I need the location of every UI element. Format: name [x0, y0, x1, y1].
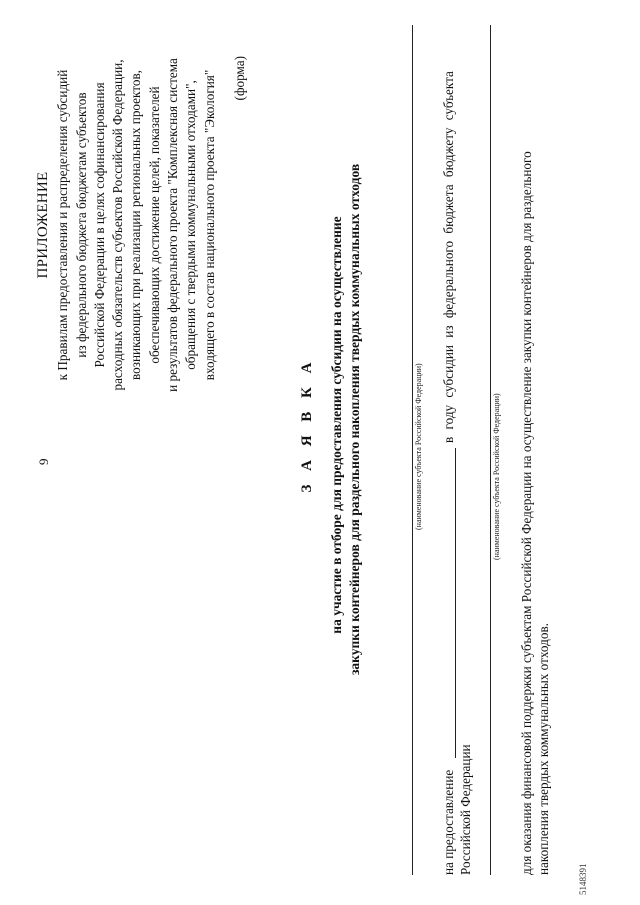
body-mid-text: в году субсидии из федерального бюджета бюджету субъекта — [441, 71, 456, 443]
page-number: 9 — [36, 458, 51, 465]
appendix-line: обеспечивающих достижение целей, показателей — [146, 86, 162, 364]
body-line-2: Российской Федерации — [458, 744, 473, 875]
region-name-line — [412, 25, 413, 875]
appendix-block — [34, 30, 219, 420]
appendix-line: расходных обязательств субъектов Российской Федерации, — [110, 59, 126, 391]
body-prefix: на предоставление — [441, 769, 456, 875]
heading-line-2: закупки контейнеров для раздельного накопления твердых коммунальных отходов — [347, 163, 362, 675]
body-final-line-2: накопления твердых коммунальных отходов. — [536, 623, 551, 875]
appendix-title: ПРИЛОЖЕНИЕ — [35, 171, 51, 279]
body-final-line-1: для оказания финансовой поддержки субъектам Российской Федерации на осуществление закупки контейнеров для раздельного — [519, 151, 534, 875]
heading-line-1: на участие в отборе для предоставления субсидии на осуществление — [329, 216, 344, 634]
region-name-blank — [455, 448, 456, 758]
appendix-line: Российской Федерации в целях софинансирования — [91, 82, 107, 368]
appendix-line: обращения с твердыми коммунальными отходами", — [183, 80, 199, 370]
appendix-line: входящего в состав национального проекта "Экология" — [201, 69, 217, 381]
region-name-caption-2: (наименование субъекта Российской Федерации) — [492, 393, 501, 560]
appendix-line: и результатов федерального проекта "Комплексная система — [165, 58, 181, 392]
footer-code: 5148391 — [578, 863, 588, 895]
application-title: З А Я В К А — [299, 357, 315, 493]
appendix-line: возникающих при реализации региональных проектов, — [128, 70, 144, 380]
appendix-line: к Правилам предоставления и распределения субсидий — [55, 69, 71, 381]
appendix-line: из федерального бюджета бюджетам субъектов — [73, 92, 89, 358]
form-label: (форма) — [232, 56, 247, 101]
application-heading — [298, 163, 364, 675]
region-name-line-2 — [490, 25, 491, 875]
region-name-caption: (наименование субъекта Российской Федерации) — [414, 363, 423, 530]
